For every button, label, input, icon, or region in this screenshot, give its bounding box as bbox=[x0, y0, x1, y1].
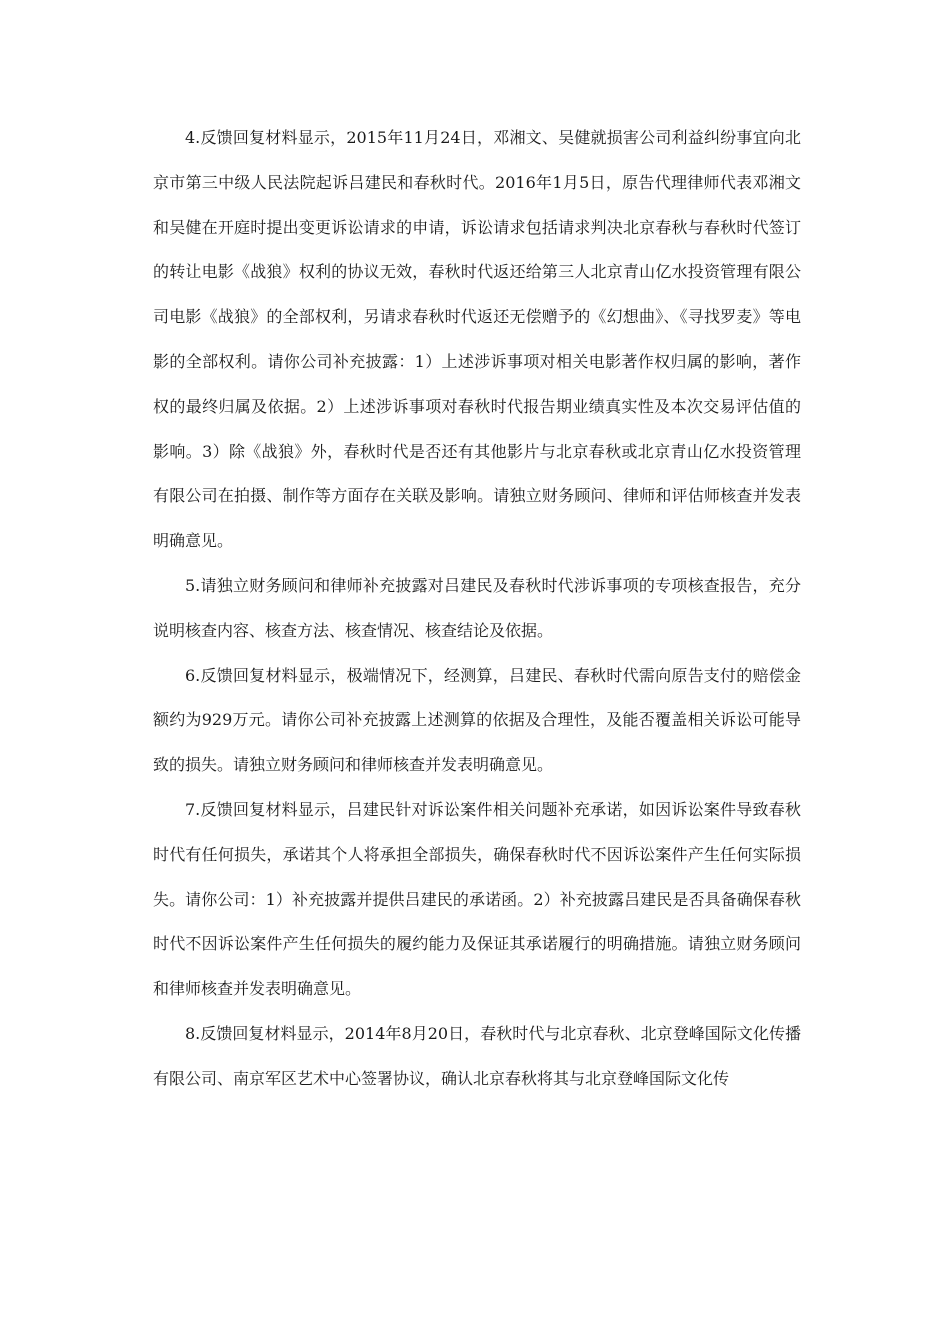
paragraph-item-8: 8.反馈回复材料显示，2014年8月20日，春秋时代与北京春秋、北京登峰国际文化传播有限公司、南京军区艺术中心签署协议，确认北京春秋将其与北京登峰国际文化传 bbox=[153, 1023, 801, 1088]
paragraph-item-4: 4.反馈回复材料显示，2015年11月24日，邓湘文、吴健就损害公司利益纠纷事宜向北京市第三中级人民法院起诉吕建民和春秋时代。2016年1月5日，原告代理律师代表邓湘文和吴健在开庭时提出变更诉讼请求的申请，诉讼请求包括请求判决北京春秋与春秋时代签订的转让电影《战狼》权利的协议无效，春秋时代返还给第三人北京青山亿水投资管理有限公司电影《战狼》的全部权利，另请求春秋时代返还无偿赠予的《幻想曲》、《寻找罗麦》等电影的全部权利。请你公司补充披露：1）上述涉诉事项对相关电影著作权归属的影响，著作权的最终归属及依据。2）上述涉诉事项对春秋时代报告期业绩真实性及本次交易评估值的影响。3）除《战狼》外，春秋时代是否还有其他影片与北京春秋或北京青山亿水投资管理有限公司在拍摄、制作等方面存在关联及影响。请独立财务顾问、律师和评估师核查并发表明确意见。 bbox=[153, 128, 801, 551]
paragraph-item-5: 5.请独立财务顾问和律师补充披露对吕建民及春秋时代涉诉事项的专项核查报告，充分说明核查内容、核查方法、核查情况、核查结论及依据。 bbox=[153, 575, 801, 640]
paragraph-item-7: 7.反馈回复材料显示，吕建民针对诉讼案件相关问题补充承诺，如因诉讼案件导致春秋时代有任何损失，承诺其个人将承担全部损失，确保春秋时代不因诉讼案件产生任何实际损失。请你公司：1）补充披露并提供吕建民的承诺函。2）补充披露吕建民是否具备确保春秋时代不因诉讼案件产生任何损失的履约能力及保证其承诺履行的明确措施。请独立财务顾问和律师核查并发表明确意见。 bbox=[153, 799, 801, 999]
document-body bbox=[153, 116, 801, 1102]
paragraph-item-6: 6.反馈回复材料显示，极端情况下，经测算，吕建民、春秋时代需向原告支付的赔偿金额约为929万元。请你公司补充披露上述测算的依据及合理性，及能否覆盖相关诉讼可能导致的损失。请独立财务顾问和律师核查并发表明确意见。 bbox=[153, 665, 801, 775]
